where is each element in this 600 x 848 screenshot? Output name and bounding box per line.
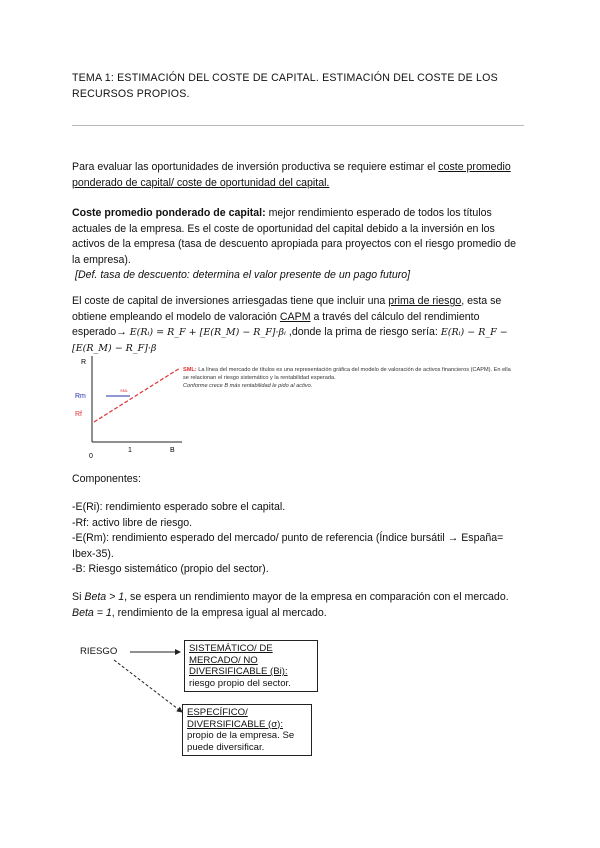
capm-text-1: El coste de capital de inversiones arriesgadas tiene que incluir una	[72, 295, 389, 307]
intro-link-text: coste promedio ponderado de capital/ coste de oportunidad del capital.	[72, 161, 511, 189]
beta-paragraph	[72, 590, 527, 621]
beta-text-2: , se espera un rendimiento mayor de la empresa en comparación con el mercado.	[124, 591, 509, 603]
capm-risk-premium: prima de riesgo	[388, 295, 462, 307]
capm-model: CAPM	[279, 310, 311, 323]
component-item-rm: -E(Rm): rendimiento esperado del mercado/ punto de referencia (Índice bursátil → España= Ibex-35).	[72, 532, 504, 560]
risk-root-label: RIESGO	[80, 646, 118, 657]
components-heading: Componentes:	[72, 473, 141, 485]
systematic-risk-box	[184, 640, 318, 692]
beta-text-3: , rendimiento de la empresa igual al mercado.	[111, 606, 327, 619]
capm-text-2: , esta se obtiene empleando el modelo de valoración	[72, 295, 502, 323]
specific-risk-title: ESPECÍFICO/ DIVERSIFICABLE (σ):	[187, 707, 284, 730]
page-title: TEMA 1: ESTIMACIÓN DEL COSTE DE CAPITAL. ESTIMACIÓN DEL COSTE DE LOS RECURSOS PROPIOS.	[72, 72, 498, 100]
sml-annotation-note: Conforme crece B más rentabilidad le pido al activo.	[183, 383, 313, 389]
specific-risk-box	[182, 704, 312, 756]
sml-annotation	[183, 366, 518, 390]
component-item-rf: -Rf: activo libre de riesgo.	[72, 516, 193, 529]
capm-paragraph	[72, 294, 527, 356]
divider	[72, 125, 524, 126]
capm-text-3: a través del cálculo del rendimiento esperado→	[72, 310, 480, 338]
sml-annotation-label: SML:	[183, 367, 197, 373]
intro-paragraph	[72, 160, 527, 191]
systematic-risk-title: SISTEMÁTICO/ DE MERCADO/ NO DIVERSIFICABLE (Bi):	[189, 643, 288, 677]
rf-label: Rf	[75, 411, 82, 418]
capm-text-4: ,donde la prima de riesgo sería:	[285, 326, 441, 338]
definition-paragraph	[72, 206, 527, 284]
definition-text: mejor rendimiento esperado de todos los títulos actuales de la empresa. Es el coste de oportunidad del capital debido a la inversión en los activos de la empresa (tasa de descuento apropiada para proyectos con el riesgo promedio de la empresa).	[72, 207, 517, 266]
systematic-risk-text: riesgo propio del sector.	[189, 677, 291, 689]
definition-note: [Def. tasa de descuento: determina el valor presente de un pago futuro]	[75, 269, 411, 281]
risk-diagram	[72, 630, 372, 765]
x-axis-label: B	[170, 447, 175, 454]
intro-text: Para evaluar las oportunidades de inversión productiva se requiere estimar el	[72, 161, 439, 173]
origin-label: 0	[89, 453, 93, 460]
beta-equal: Beta = 1	[72, 606, 112, 619]
capm-formula: E(Rᵢ) = R_F + [E(R_M) − R_F]·βᵢ	[129, 327, 286, 338]
tick-x1-label: 1	[128, 447, 132, 454]
sml-line	[94, 368, 180, 422]
components-list	[72, 500, 527, 578]
y-axis-label: R	[81, 359, 87, 366]
sml-annotation-text: La línea del mercado de títulos es una representación gráfica del modelo de valoración de activos financieros (CAPM). En ella se relacionan el riesgo sistemático y la rentabilidad esperada.	[183, 367, 511, 381]
specific-risk-text: propio de la empresa. Se puede diversificar.	[187, 730, 295, 753]
beta-greater: Beta > 1	[84, 591, 125, 603]
rm-label: Rm	[75, 393, 86, 400]
beta-text-1: Si	[72, 591, 85, 603]
component-item-b: -B: Riesgo sistemático (propio del sector).	[72, 563, 269, 575]
risk-premium-formula: E(Rᵢ) − R_F − [E(R_M) − R_F]·β	[72, 327, 508, 354]
component-item-ri: -E(Ri): rendimiento esperado sobre el capital.	[72, 501, 286, 513]
sml-line-label: SML	[120, 388, 129, 393]
definition-term: Coste promedio ponderado de capital:	[72, 207, 266, 219]
arrow-to-specific	[114, 660, 182, 712]
